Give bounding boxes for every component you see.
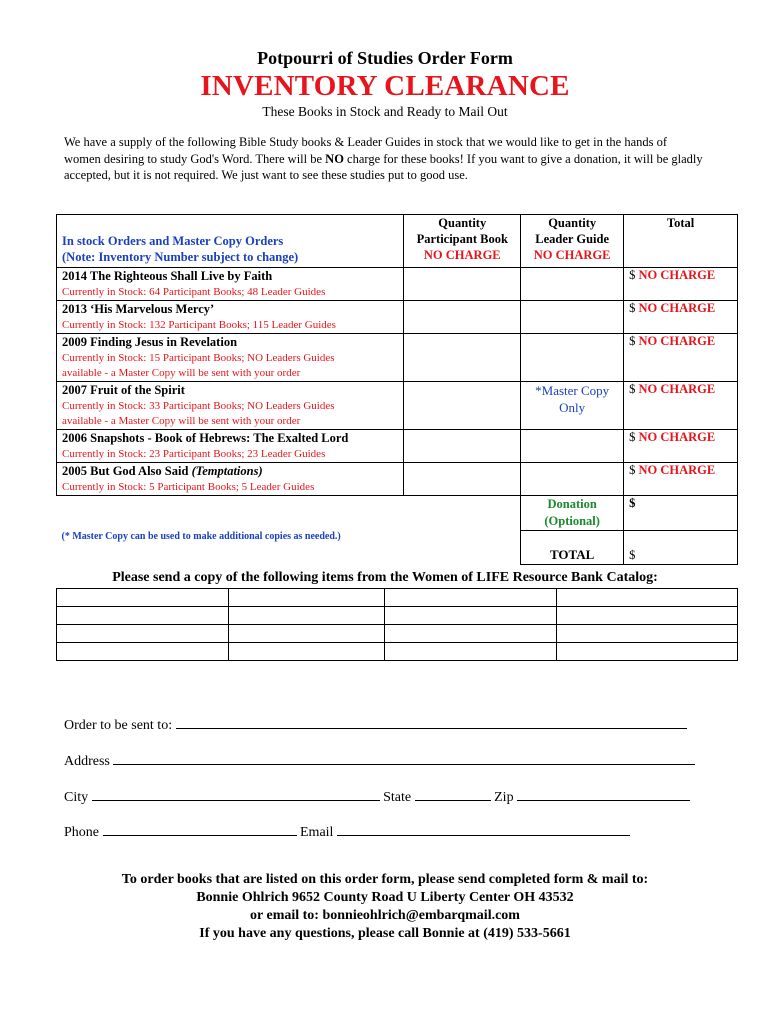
phone-field[interactable] bbox=[103, 823, 297, 836]
leader-qty-field[interactable] bbox=[521, 301, 624, 334]
book-cell bbox=[57, 268, 404, 301]
leader-qty-field[interactable] bbox=[521, 430, 624, 463]
price-label: NO CHARGE bbox=[638, 268, 716, 282]
phone-line bbox=[64, 823, 630, 841]
footer-instructions bbox=[0, 871, 770, 943]
donation-label bbox=[521, 496, 624, 531]
zip-field[interactable] bbox=[517, 788, 690, 801]
catalog-cell[interactable] bbox=[557, 643, 738, 661]
order-to-line bbox=[64, 716, 687, 734]
book-title: 2009 Finding Jesus in Revelation bbox=[62, 335, 238, 349]
total-amount-field[interactable]: $ bbox=[624, 531, 738, 565]
catalog-title: Please send a copy of the following items from the Women of LIFE Resource Bank Catalog: bbox=[112, 570, 658, 585]
book-title: 2013 ‘His Marvelous Mercy’ bbox=[62, 302, 215, 316]
participant-qty-field[interactable] bbox=[404, 463, 521, 496]
row-total bbox=[624, 463, 738, 496]
address-line bbox=[64, 752, 695, 770]
section-header-cell bbox=[57, 215, 404, 268]
donation-amount-field[interactable]: $ bbox=[624, 496, 738, 531]
book-title: 2007 Fruit of the Spirit bbox=[62, 383, 185, 397]
row-total bbox=[624, 301, 738, 334]
total-header: Total bbox=[624, 215, 738, 268]
book-cell bbox=[57, 382, 404, 430]
participant-header bbox=[404, 215, 521, 268]
dollar-sign: $ bbox=[629, 334, 636, 348]
dollar-sign: $ bbox=[629, 430, 636, 444]
section-note: (Note: Inventory Number subject to change) bbox=[62, 250, 299, 264]
price-label: NO CHARGE bbox=[638, 301, 716, 315]
catalog-cell[interactable] bbox=[557, 625, 738, 643]
catalog-cell[interactable] bbox=[229, 643, 385, 661]
catalog-cell[interactable] bbox=[385, 625, 557, 643]
clearance-headline: INVENTORY CLEARANCE bbox=[200, 70, 570, 102]
intro-no-emphasis: NO bbox=[325, 151, 344, 166]
inventory-table bbox=[56, 214, 738, 565]
leader-qty-field[interactable]: *Master Copy Only bbox=[521, 382, 624, 430]
catalog-cell[interactable] bbox=[229, 625, 385, 643]
participant-qty-field[interactable] bbox=[404, 301, 521, 334]
email-contact: or email to: bonnieohlrich@embarqmail.com bbox=[250, 908, 520, 923]
book-title: 2005 But God Also Said bbox=[62, 464, 189, 478]
address-field[interactable] bbox=[113, 752, 695, 765]
book-cell bbox=[57, 301, 404, 334]
intro-paragraph bbox=[64, 134, 704, 184]
stock-info: Currently in Stock: 15 Participant Books; NO Leaders Guides bbox=[62, 352, 335, 364]
price-label: NO CHARGE bbox=[638, 463, 716, 477]
note-cell bbox=[57, 531, 404, 565]
book-cell bbox=[57, 334, 404, 382]
catalog-row bbox=[57, 625, 738, 643]
stock-info-2: available - a Master Copy will be sent with your order bbox=[62, 415, 301, 427]
book-cell bbox=[57, 463, 404, 496]
catalog-table bbox=[56, 588, 738, 661]
price-label: NO CHARGE bbox=[638, 382, 716, 396]
catalog-cell[interactable] bbox=[229, 607, 385, 625]
participant-header-line2: Participant Book bbox=[416, 232, 508, 246]
price-label: NO CHARGE bbox=[638, 334, 716, 348]
participant-qty-field[interactable] bbox=[404, 382, 521, 430]
section-title: In stock Orders and Master Copy Orders bbox=[62, 234, 284, 248]
address-label: Address bbox=[64, 754, 110, 769]
dollar-sign: $ bbox=[629, 268, 636, 282]
leader-qty-field[interactable] bbox=[521, 268, 624, 301]
donation-row bbox=[57, 496, 738, 531]
stock-info: Currently in Stock: 23 Participant Books; 23 Leader Guides bbox=[62, 448, 326, 460]
mailing-address: Bonnie Ohlrich 9652 County Road U Liberty Center OH 43532 bbox=[196, 890, 574, 905]
email-label: Email bbox=[300, 825, 334, 840]
catalog-cell[interactable] bbox=[57, 589, 229, 607]
leader-header-line1: Quantity bbox=[548, 216, 597, 230]
catalog-cell[interactable] bbox=[557, 607, 738, 625]
catalog-cell[interactable] bbox=[57, 625, 229, 643]
dollar-sign: $ bbox=[629, 301, 636, 315]
stock-info: Currently in Stock: 33 Participant Books; NO Leaders Guides bbox=[62, 400, 335, 412]
footer-line-1: To order books that are listed on this order form, please send completed form & mail to: bbox=[121, 872, 649, 887]
table-row bbox=[57, 463, 738, 496]
empty-cell bbox=[57, 496, 404, 531]
catalog-cell[interactable] bbox=[229, 589, 385, 607]
catalog-row bbox=[57, 643, 738, 661]
empty-cell bbox=[404, 496, 521, 531]
leader-header-line3: NO CHARGE bbox=[533, 248, 611, 262]
state-label: State bbox=[383, 790, 412, 805]
phone-label: Phone bbox=[64, 825, 99, 840]
stock-info: Currently in Stock: 132 Participant Books; 115 Leader Guides bbox=[62, 319, 336, 331]
master-copy-note: (* Master Copy can be used to make additional copies as needed.) bbox=[61, 530, 341, 542]
order-to-label: Order to be sent to: bbox=[64, 718, 173, 733]
catalog-cell[interactable] bbox=[385, 589, 557, 607]
table-header-row bbox=[57, 215, 738, 268]
participant-header-line3: NO CHARGE bbox=[423, 248, 501, 262]
row-total bbox=[624, 430, 738, 463]
participant-qty-field[interactable] bbox=[404, 268, 521, 301]
table-row bbox=[57, 268, 738, 301]
total-row bbox=[57, 531, 738, 565]
leader-header bbox=[521, 215, 624, 268]
city-line bbox=[64, 788, 690, 806]
table-row bbox=[57, 334, 738, 382]
stock-info: Currently in Stock: 64 Participant Books; 48 Leader Guides bbox=[62, 286, 326, 298]
catalog-row bbox=[57, 607, 738, 625]
row-total bbox=[624, 268, 738, 301]
total-label: TOTAL bbox=[521, 531, 624, 565]
city-field[interactable] bbox=[92, 788, 380, 801]
row-total bbox=[624, 382, 738, 430]
leader-header-line2: Leader Guide bbox=[535, 232, 610, 246]
catalog-cell[interactable] bbox=[385, 643, 557, 661]
book-title: 2014 The Righteous Shall Live by Faith bbox=[62, 269, 273, 283]
row-total bbox=[624, 334, 738, 382]
catalog-cell[interactable] bbox=[57, 607, 229, 625]
email-field[interactable] bbox=[337, 823, 630, 836]
table-row bbox=[57, 382, 738, 430]
price-label: NO CHARGE bbox=[638, 430, 716, 444]
intro-text-2: charge for these books! If you want to give a donation, it will be gladly accepted, but it is not required. We just want to see these studies put to good use. bbox=[64, 151, 703, 182]
order-to-field[interactable] bbox=[176, 716, 687, 729]
state-field[interactable] bbox=[415, 788, 491, 801]
form-title: Potpourri of Studies Order Form bbox=[257, 48, 513, 68]
table-row bbox=[57, 430, 738, 463]
table-row bbox=[57, 301, 738, 334]
phone-contact: If you have any questions, please call Bonnie at (419) 533-5661 bbox=[199, 926, 571, 941]
donation-label-1: Donation bbox=[547, 497, 597, 511]
catalog-cell[interactable] bbox=[557, 589, 738, 607]
leader-qty-field[interactable] bbox=[521, 463, 624, 496]
dollar-sign: $ bbox=[629, 382, 636, 396]
intro-text-1: We have a supply of the following Bible Study books & Leader Guides in stock that we would like to get in the hands of women desiring to study God's Word. There will be bbox=[64, 135, 668, 166]
catalog-cell[interactable] bbox=[57, 643, 229, 661]
participant-qty-field[interactable] bbox=[404, 334, 521, 382]
stock-info-2: available - a Master Copy will be sent with your order bbox=[62, 367, 301, 379]
book-subtitle: (Temptations) bbox=[191, 464, 263, 478]
dollar-sign: $ bbox=[629, 463, 636, 477]
subtitle: These Books in Stock and Ready to Mail Out bbox=[262, 104, 508, 119]
leader-qty-field[interactable] bbox=[521, 334, 624, 382]
zip-label: Zip bbox=[494, 790, 514, 805]
participant-qty-field[interactable] bbox=[404, 430, 521, 463]
book-cell bbox=[57, 430, 404, 463]
catalog-row bbox=[57, 589, 738, 607]
book-title: 2006 Snapshots - Book of Hebrews: The Exalted Lord bbox=[62, 431, 349, 445]
city-label: City bbox=[64, 790, 89, 805]
participant-header-line1: Quantity bbox=[438, 216, 487, 230]
empty-cell bbox=[404, 531, 521, 565]
donation-label-2: (Optional) bbox=[544, 514, 600, 528]
stock-info: Currently in Stock: 5 Participant Books; 5 Leader Guides bbox=[62, 481, 315, 493]
catalog-cell[interactable] bbox=[385, 607, 557, 625]
